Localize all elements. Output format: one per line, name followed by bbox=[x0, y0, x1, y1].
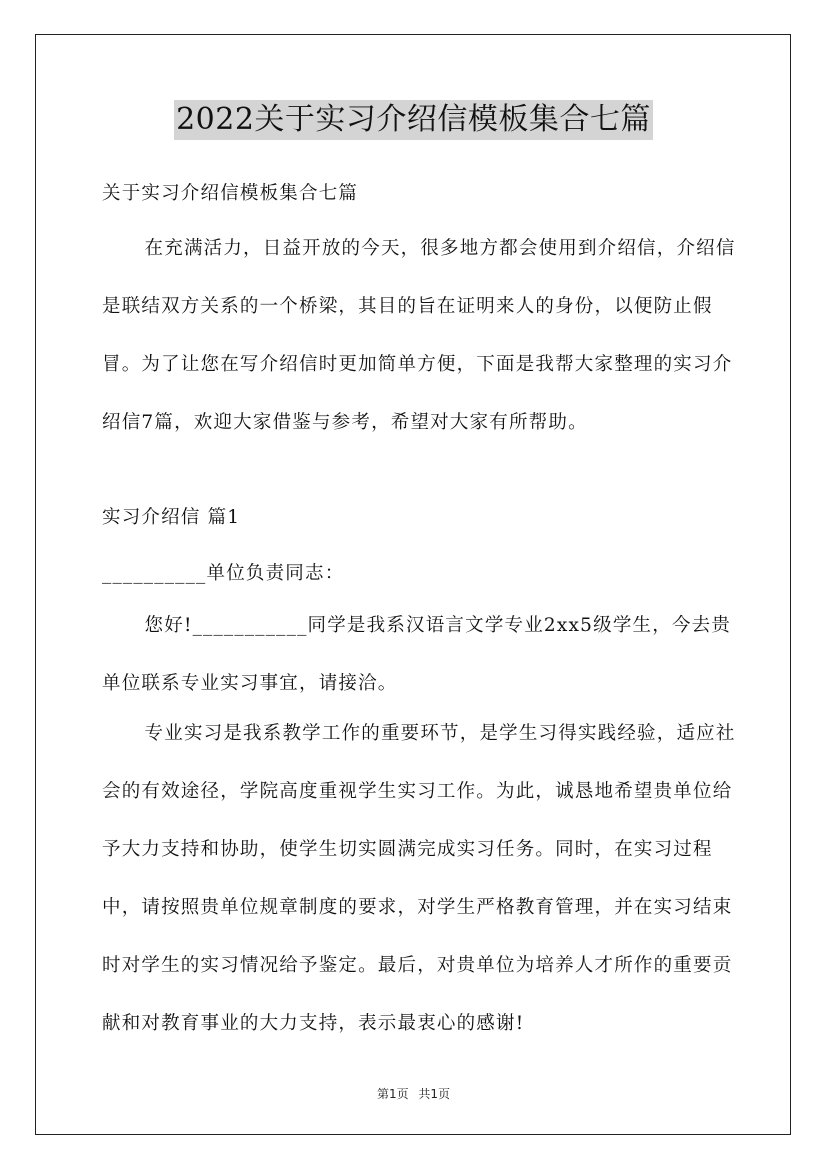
letter-paragraph-2: 专业实习是我系教学工作的重要环节，是学生习得实践经验，适应社会的有效途径，学院高度重视学生实习工作。为此，诚恳地希望贵单位给予大力支持和协助，使学生切实圆满完成实习任务。同时，在实习过程中，请按照贵单位规章制度的要求，对学生严格教育管理，并在实习结束时对学生的实习情况给予鉴定。最后，对贵单位为培养人才所作的重要贡献和对教育事业的大力支持，表示最衷心的感谢! bbox=[102, 723, 736, 1034]
page-number: 第1页 bbox=[376, 1087, 409, 1101]
intro-paragraph: 在充满活力，日益开放的今天，很多地方都会使用到介绍信，介绍信是联结双方关系的一个桥梁，其目的旨在证明来人的身份，以便防止假冒。为了让您在写介绍信时更加简单方便，下面是我帮大家整理的实习介绍信7篇，欢迎大家借鉴与参考，希望对大家有所帮助。 bbox=[102, 238, 736, 433]
page-total: 共1页 bbox=[418, 1087, 451, 1101]
salutation-line: __________单位负责同志： bbox=[102, 563, 345, 584]
section-heading: 实习介绍信 篇1 bbox=[102, 507, 241, 528]
document-subtitle: 关于实习介绍信模板集合七篇 bbox=[102, 183, 359, 204]
title-container bbox=[0, 100, 827, 140]
document-title: 2022关于实习介绍信模板集合七篇 bbox=[174, 100, 653, 140]
letter-paragraph-1: 您好!___________同学是我系汉语言文学专业2xx5级学生，今去贵单位联系专业实习事宜，请接洽。 bbox=[102, 615, 732, 694]
page-footer bbox=[0, 1085, 827, 1102]
